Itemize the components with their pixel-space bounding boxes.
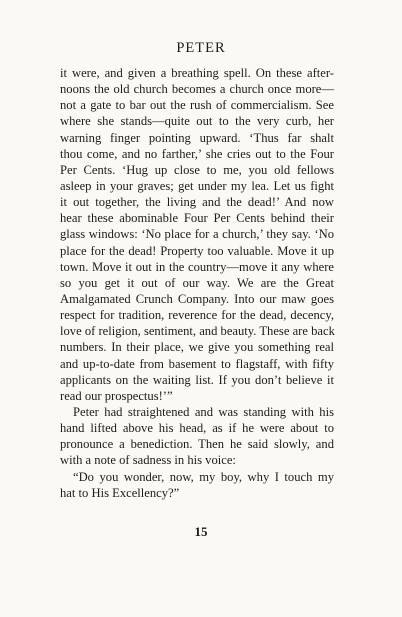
text-line: thou come, and no farther,’ she cries out to the Four (60, 146, 334, 161)
text-line: glass windows: ‘No place for a church,’ they say. ‘No (60, 227, 334, 242)
text-line: read our prospectus!’” (60, 388, 173, 403)
text-line: with a note of sadness in his voice: (60, 453, 236, 468)
text-line: town. Move it out in the country—move it any where (60, 259, 334, 274)
text-line: respect for tradition, reverence for the dead, decency, (60, 308, 334, 323)
text-line: it were, and given a breathing spell. On these after- (60, 66, 334, 80)
text-line: pronounce a benediction. Then he said slowly, and (60, 437, 334, 452)
text-line: Per Cents. ‘Hug up close to me, you old fellows (60, 162, 334, 177)
text-line: hear these abominable Four Per Cents behind their (60, 211, 334, 226)
text-line: numbers. In their place, we give you something real (60, 340, 334, 355)
text-line: applicants on the waiting list. If you don’t believe it (60, 372, 334, 387)
text-line: it out together, the living and the dead!’ And now (60, 195, 334, 210)
text-line: Amalgamated Crunch Company. Into our maw goes (60, 291, 334, 306)
text-line: noons the old church becomes a church once more— (60, 82, 334, 97)
text-line: where she stands—quite out to the very curb, her (60, 114, 334, 129)
running-head: PETER (176, 40, 226, 56)
text-line: “Do you wonder, now, my boy, why I touch my (73, 469, 334, 484)
text-line: love of religion, sentiment, and beauty. These are back (60, 324, 335, 339)
body-text (60, 65, 334, 501)
page-number: 15 (194, 524, 208, 539)
text-line: warning finger pointing upward. ‘Thus far shalt (60, 130, 334, 145)
text-line: so you get it out of our way. We are the Great (60, 275, 334, 290)
text-line: not a gate to bar out the rush of commercialism. See (60, 98, 334, 113)
text-line: and up-to-date from basement to flagstaff, with fifty (60, 356, 334, 371)
text-line: asleep in your graves; get under my lea. Let us fight (60, 178, 334, 193)
text-line: hat to His Excellency?” (60, 485, 180, 500)
text-line: hand lifted above his head, as if he were about to (60, 421, 334, 436)
text-line: Peter had straightened and was standing with his (73, 404, 334, 419)
text-line: place for the dead! Property too valuable. Move it up (60, 243, 334, 258)
